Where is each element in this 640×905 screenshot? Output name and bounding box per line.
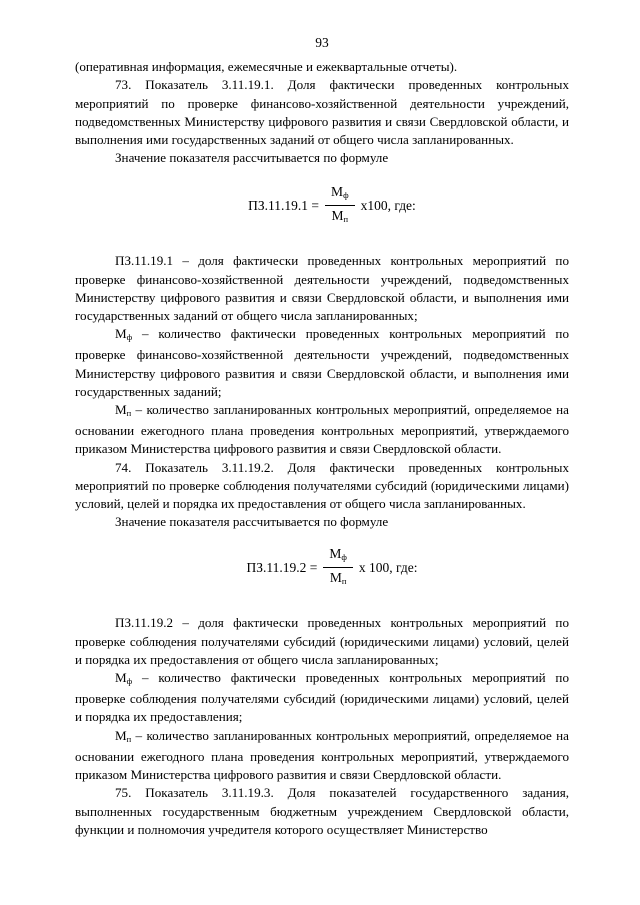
- formula-3-11-19-1: [95, 183, 569, 228]
- formula-intro-73: Значение показателя рассчитывается по формуле: [115, 150, 389, 166]
- formula-rhs: х 100, где:: [358, 559, 418, 575]
- paragraph-continuation: (оперативная информация, ежемесячные и ежеквартальные отчеты).: [75, 59, 458, 75]
- fraction-denominator: $М_п$: [329, 570, 347, 587]
- definition-m-p-73: $М_п$ – количество запланированных контрольных мероприятий, определяемое на основании ежегодного плана проведения контрольных мероприятий, утверждаемого приказом Министерства цифрового развития и связи Свердловской области.: [75, 402, 569, 457]
- paragraph-indicator-73: 73. Показатель 3.11.19.1. Доля фактически проведенных контрольных мероприятий по проверке финансово-хозяйственной деятельности учреждений, подведомственных Министерству цифрового развития и связи Свердловской области, и выполнения ими государственных заданий от общего числа запланированных.: [75, 77, 569, 148]
- formula-fraction: [323, 545, 353, 590]
- formula-rhs: х100, где:: [360, 197, 416, 213]
- formula-intro-74: Значение показателя рассчитывается по формуле: [115, 514, 389, 530]
- formula-3-11-19-2: [95, 545, 569, 590]
- definition-pz-3-11-19-1: ПЗ.11.19.1 – доля фактически проведенных контрольных мероприятий по проверке финансово-хозяйственной деятельности учреждений, подведомственных Министерству цифрового развития и связи Свердловской области, и выполнения ими государственных заданий от общего числа запланированных;: [75, 253, 569, 324]
- formula-lhs: ПЗ.11.19.2 =: [246, 559, 318, 575]
- fraction-numerator: $М_ф$: [325, 183, 355, 206]
- definition-pz-3-11-19-2: ПЗ.11.19.2 – доля фактически проведенных контрольных мероприятий по проверке соблюдения получателями субсидий (юридическими лицами) условий, целей и порядка их предоставления от общего числа запланированных;: [75, 615, 569, 667]
- document-page: [75, 34, 569, 839]
- fraction-denominator: $М_п$: [331, 208, 349, 225]
- definition-m-f-73: $М_ф$ – количество фактически проведенных контрольных мероприятий по проверке финансово-хозяйственной деятельности учреждений, подведомственных Министерству цифрового развития и связи Свердловской области, и выполнения ими государственных заданий;: [75, 326, 569, 399]
- formula-fraction: [325, 183, 355, 228]
- page-number: 93: [315, 35, 329, 50]
- paragraph-indicator-74: 74. Показатель 3.11.19.2. Доля фактически проведенных контрольных мероприятий по проверке соблюдения получателями субсидий (юридическими лицами) условий, целей и порядка их предоставления от общего числа запланированных.: [75, 459, 569, 512]
- paragraph-indicator-75: 75. Показатель 3.11.19.3. Доля показателей государственного задания, выполненных государственным бюджетным учреждением Свердловской области, функции и полномочия учредителя которого осуществляет Министерство: [75, 785, 569, 837]
- definition-m-p-74: $М_п$ – количество запланированных контрольных мероприятий, определяемое на основании ежегодного плана проведения контрольных мероприятий, утверждаемого приказом Министерства цифрового развития и связи Свердловской области.: [75, 727, 569, 783]
- formula-lhs: ПЗ.11.19.1 =: [248, 197, 320, 213]
- definition-m-f-74: $М_ф$ – количество фактически проведенных контрольных мероприятий по проверке соблюдения получателями субсидий (юридическими лицами) условий, целей и порядка их предоставления;: [75, 670, 569, 725]
- fraction-numerator: $М_ф$: [323, 545, 353, 568]
